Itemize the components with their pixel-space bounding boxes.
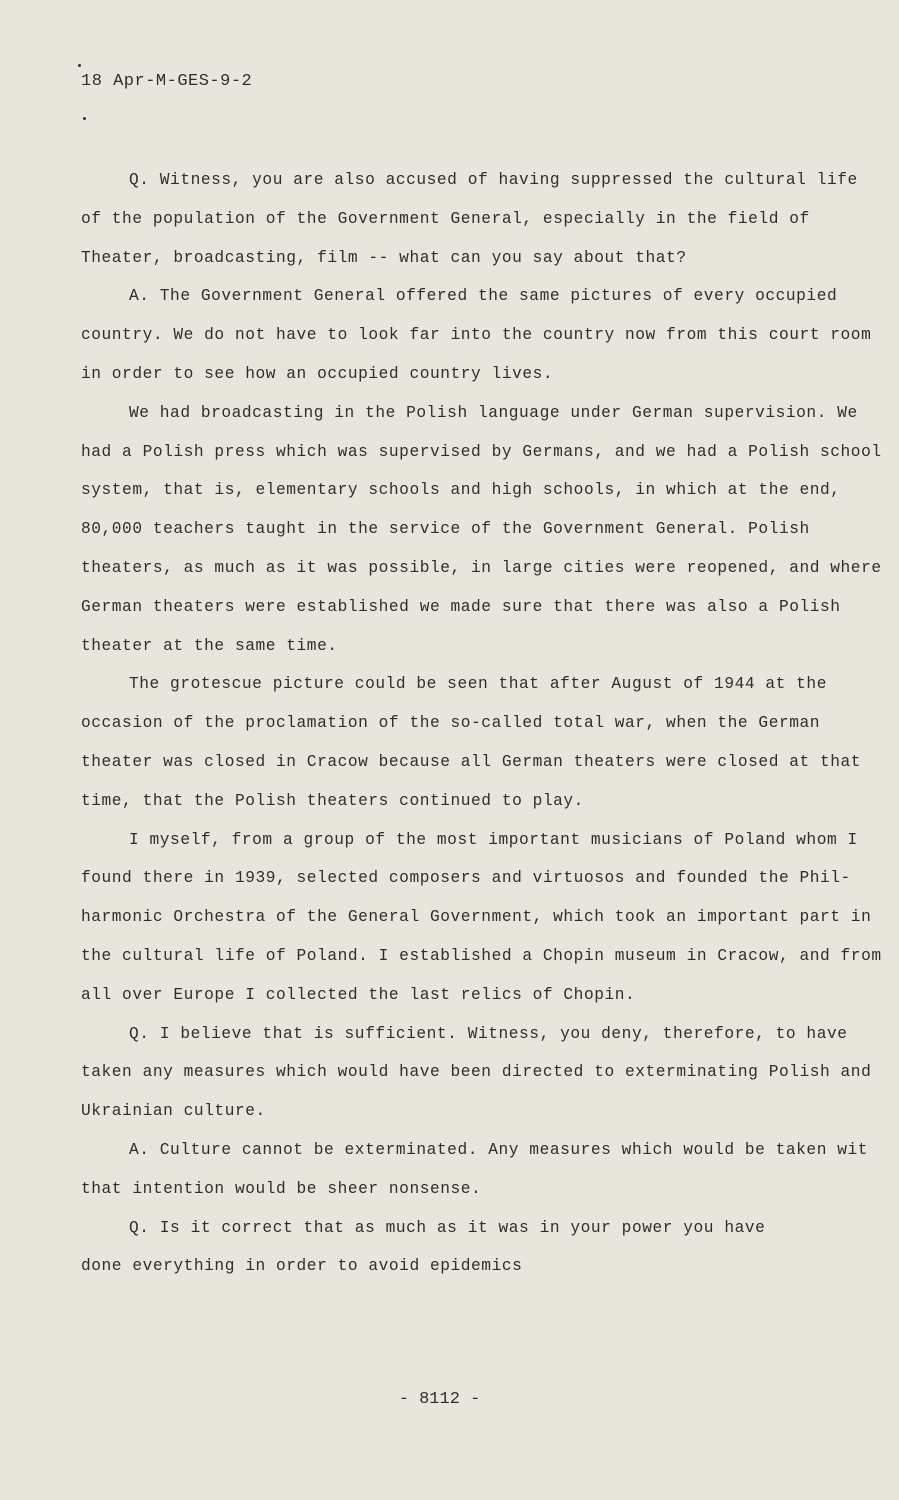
transcript-line: all over Europe I collected the last relics of Chopin. bbox=[81, 985, 636, 1004]
transcript-line: had a Polish press which was supervised by Germans, and we had a Polish school bbox=[81, 442, 882, 461]
transcript-line: theater was closed in Cracow because all German theaters were closed at that bbox=[81, 752, 862, 771]
transcript-line: that intention would be sheer nonsense. bbox=[81, 1179, 482, 1198]
page-number: - 8112 - bbox=[398, 1390, 481, 1409]
transcript-line: in order to see how an occupied country lives. bbox=[81, 364, 554, 383]
transcript-line: Q. Is it correct that as much as it was in your power you have bbox=[129, 1218, 766, 1237]
transcript-body bbox=[81, 166, 882, 1291]
ink-mark bbox=[83, 117, 86, 120]
transcript-line: system, that is, elementary schools and high schools, in which at the end, bbox=[81, 481, 841, 500]
ink-mark bbox=[78, 64, 81, 67]
transcript-line: country. We do not have to look far into the country now from this court room bbox=[81, 326, 872, 345]
transcript-line: harmonic Orchestra of the General Government, which took an important part in bbox=[81, 908, 872, 927]
transcript-line: A. Culture cannot be exterminated. Any measures which would be taken wit bbox=[129, 1140, 869, 1159]
transcript-line: Ukrainian culture. bbox=[81, 1102, 266, 1121]
transcript-line: A. The Government General offered the same pictures of every occupied bbox=[129, 287, 838, 306]
transcript-line: German theaters were established we made sure that there was also a Polish bbox=[81, 597, 841, 616]
transcript-line: Q. Witness, you are also accused of having suppressed the cultural life bbox=[129, 171, 858, 189]
transcript-line: occasion of the proclamation of the so-called total war, when the German bbox=[81, 714, 821, 733]
transcript-line: the cultural life of Poland. I established a Chopin museum in Cracow, and from bbox=[81, 946, 882, 965]
transcript-line: time, that the Polish theaters continued to play. bbox=[81, 791, 584, 810]
transcript-line: 80,000 teachers taught in the service of the Government General. Polish bbox=[81, 520, 810, 539]
transcript-line: theater at the same time. bbox=[81, 636, 338, 655]
transcript-line: I myself, from a group of the most important musicians of Poland whom I bbox=[129, 830, 858, 849]
transcript-line: found there in 1939, selected composers and virtuosos and founded the Phil- bbox=[81, 869, 851, 888]
transcript-line: Theater, broadcasting, film -- what can you say about that? bbox=[81, 248, 687, 267]
transcript-line: done everything in order to avoid epidemics bbox=[81, 1257, 523, 1276]
transcript-line: Q. I believe that is sufficient. Witness, you deny, therefore, to have bbox=[129, 1024, 848, 1043]
transcript-line: We had broadcasting in the Polish language under German supervision. We bbox=[129, 403, 858, 422]
transcript-line: of the population of the Government General, especially in the field of bbox=[81, 209, 810, 228]
document-reference: 18 Apr-M-GES-9-2 bbox=[81, 72, 253, 91]
transcript-line: The grotescue picture could be seen that after August of 1944 at the bbox=[129, 675, 827, 694]
transcript-line: taken any measures which would have been directed to exterminating Polish and bbox=[81, 1063, 872, 1082]
transcript-line: theaters, as much as it was possible, in large cities were reopened, and where bbox=[81, 558, 882, 577]
